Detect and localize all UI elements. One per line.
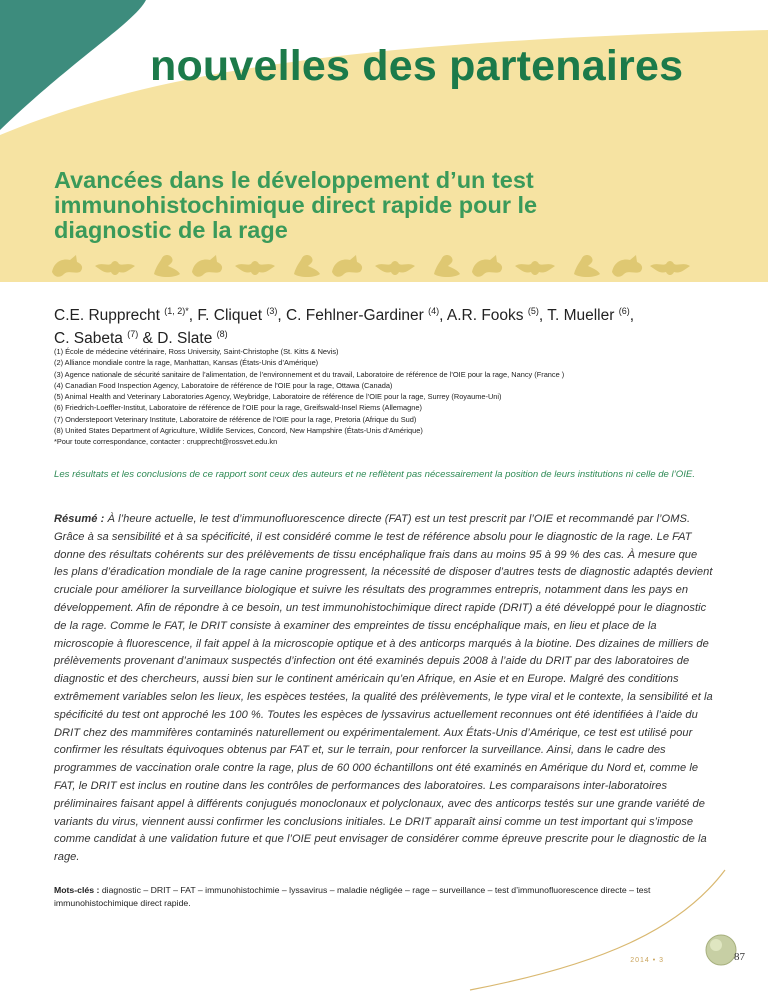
keywords-label: Mots-clés : xyxy=(54,885,100,895)
abstract-label: Résumé : xyxy=(54,513,105,525)
abstract xyxy=(54,511,714,867)
disclaimer: Les résultats et les conclusions de ce rapport sont ceux des auteurs et ne reflètent pas nécessairement la position de leurs institutions ni celle de l’OIE. xyxy=(54,469,696,480)
fox-silhouette-icon xyxy=(52,255,82,277)
issue-footer: 2014 • 3 xyxy=(630,957,664,964)
affiliation-item: (8) United States Department of Agriculture, Wildlife Services, Concord, New Hampshire (États-Unis d’Amérique) xyxy=(54,426,423,436)
dog-silhouette-icon xyxy=(294,255,320,277)
dog-silhouette-icon xyxy=(574,255,600,277)
affiliation-item: (3) Agence nationale de sécurité sanitaire de l’alimentation, de l’environnement et du travail, Laboratoire de référence de l’OIE pour la rage, Nancy (France ) xyxy=(54,369,565,379)
author: C.E. Rupprecht $^{(1, 2)*}$, xyxy=(54,306,198,324)
bat-silhouette-icon xyxy=(375,261,415,275)
affiliation-item: (1) École de médecine vétérinaire, Ross University, Saint-Christophe (St. Kitts & Nevis) xyxy=(54,347,339,356)
author: C. Fehlner-Gardiner $^{(4)}$, xyxy=(285,306,447,324)
author: A.R. Fooks $^{(5)}$, xyxy=(446,306,548,324)
animal-silhouette-band xyxy=(50,252,700,280)
fox-silhouette-icon xyxy=(612,255,642,277)
correspondence-note: *Pour toute correspondance, contacter : crupprecht@rossvet.edu.kn xyxy=(54,437,278,447)
bat-silhouette-icon xyxy=(515,261,555,275)
dog-silhouette-icon xyxy=(154,255,180,277)
fox-silhouette-icon xyxy=(192,255,222,277)
fox-silhouette-icon xyxy=(472,255,502,277)
bat-silhouette-icon xyxy=(95,261,135,275)
globe-icon xyxy=(706,935,736,965)
affiliation-list xyxy=(54,346,744,448)
author: D. Slate $^{(8)}$ xyxy=(157,329,228,347)
fox-silhouette-icon xyxy=(332,255,362,277)
affiliation-item: (6) Friedrich-Loeffler-Institut, Laboratoire de référence de l’OIE pour la rage, Greifswald-Insel Riems (Allemagne) xyxy=(54,403,422,413)
abstract-text: À l’heure actuelle, le test d’immunofluorescence directe (FAT) est un test prescrit par l’OIE et recommandé par l’OMS. Grâce à sa sensibilité et à sa spécificité, il est considéré comme le test de référence absolu pour le diagnostic de la rage. Le FAT donne des résultats cohérents sur des prélèvements de tissu encéphalique frais dans au moins 95 à 99 % des cas. À mesure que les plans d’éradication mondiale de la rage canine progressent, la nécessité de disposer d’autres tests de diagnostic adaptés devient cruciale pour améliorer la surveillance biologique et suivre les résultats des programmes entrepris, notamment dans les pays en développement. Afin de répondre à ce besoin, un test immunohistochimique direct rapide (DRIT) a été développé pour le diagnostic de la rage. Comme le FAT, le DRIT consiste à examiner des empreintes de tissu encéphalique mais, en lieu et place de la microscopie à fluorescence, il fait appel à la microscopie optique et à des anticorps marqués à la biotine. Des dizaines de milliers de prélèvements provenant d’animaux suspectés d’infection ont été examinés depuis 2008 à l’aide du DRIT par des laboratoires de diagnostic et des chercheurs, aussi bien sur le continent américain qu’en Afrique, en Asie et en Europe. Malgré des conditions extrêmement variables selon les lieux, les espèces testées, la qualité des prélèvements, le type viral et le contexte, la sensibilité et la spécificité du test ont approché les 100 %. Toutes les espèces de lyssavirus actuellement reconnues ont été identifiées à l’aide du DRIT chez des mammifères contaminés naturellement ou expérimentalement. Aux États-Unis d’Amérique, ce test est utilisé pour confirmer les résultats équivoques obtenus par FAT et, sur le terrain, pour renforcer la surveillance. Ainsi, dans le cadre des programmes de vaccination orale contre la rage, plus de 60 000 échantillons ont été examinés en Amérique du Nord et, comme le FAT, le DRIT est inclus en routine dans les contrôles de performances des laboratoires. Les comparaisons inter-laboratoires préliminaires faisant appel à différents conjugués monoclonaux et polyclonaux, avec des anticorps testés sur une grande variété de variants du virus, viennent aussi confirmer les conclusions initiales. Le DRIT apparaît ainsi comme un test important qui s’impose comme candidat à une validation future et que l’OIE peut envisager de considérer comme épreuve prescrite pour le diagnostic de la rage. xyxy=(54,513,713,864)
affiliation-item: (5) Animal Health and Veterinary Laboratories Agency, Weybridge, Laboratoire de référence de l’OIE pour la rage, Surrey (Royaume-Uni) xyxy=(54,392,502,402)
author: C. Sabeta $^{(7)}$ & xyxy=(54,329,158,347)
page-number: 87 xyxy=(734,951,745,963)
keywords xyxy=(54,884,714,909)
keywords-text: diagnostic – DRIT – FAT – immunohistochimie – lyssavirus – maladie négligée – rage – surveillance – test d’immunofluorescence directe – test immunohistochimique direct rapide. xyxy=(54,885,651,908)
author-list xyxy=(54,302,734,348)
author: T. Mueller $^{(6)}$, xyxy=(547,306,635,324)
section-title: nouvelles des partenaires xyxy=(150,42,684,90)
affiliation-item: (2) Alliance mondiale contre la rage, Manhattan, Kansas (États-Unis d’Amérique) xyxy=(54,358,319,368)
dog-silhouette-icon xyxy=(434,255,460,277)
article-title: Avancées dans le développement d’un test immunohistochimique direct rapide pour le diagnostic de la rage xyxy=(54,167,538,243)
bat-silhouette-icon xyxy=(235,261,275,275)
affiliation-item: (7) Onderstepoort Veterinary Institute, Laboratoire de référence de l’OIE pour la rage, Pretoria (Afrique du Sud) xyxy=(54,414,417,424)
affiliation-item: (4) Canadian Food Inspection Agency, Laboratoire de référence de l’OIE pour la rage, Ottawa (Canada) xyxy=(54,380,393,390)
author: F. Cliquet $^{(3)}$, xyxy=(197,306,286,324)
bat-silhouette-icon xyxy=(650,261,690,275)
